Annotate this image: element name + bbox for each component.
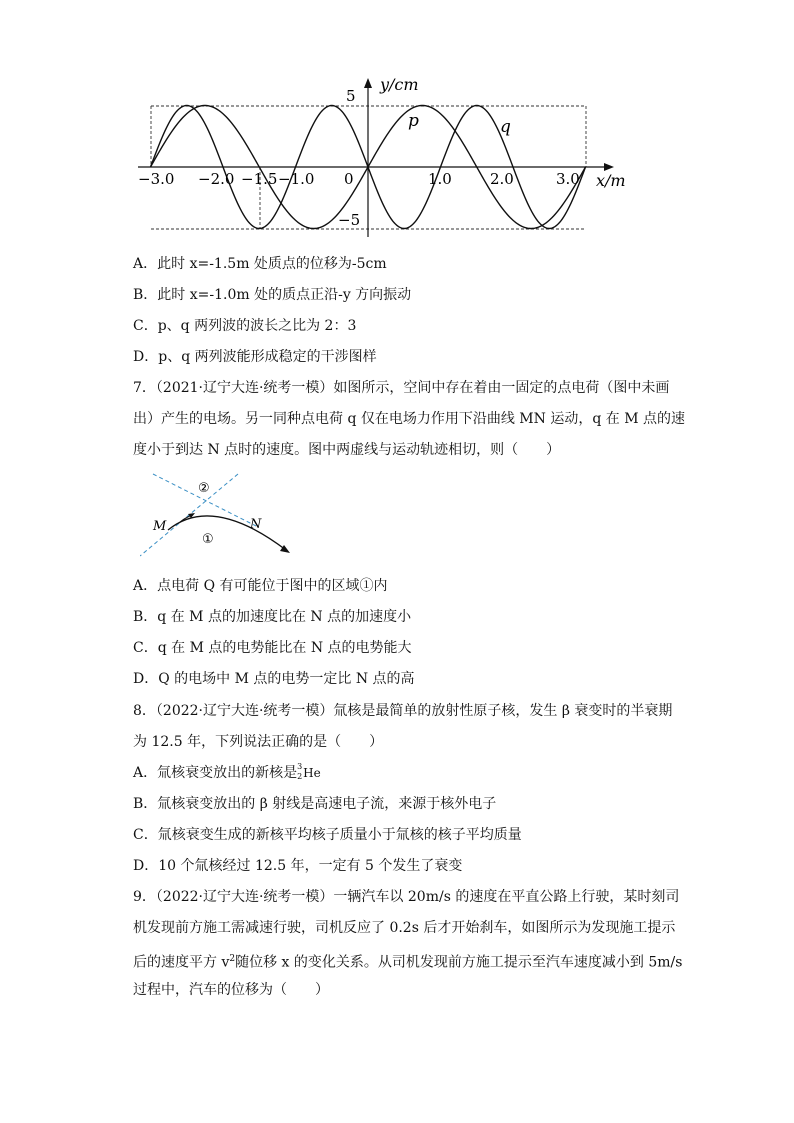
x-tick-label: −2.0 [198, 170, 235, 188]
y-axis-label: y/cm [380, 75, 419, 94]
x-tick-label: 0 [344, 170, 354, 188]
q7-stem-line3: 度小于到达 N 点时的速度。图中两虚线与运动轨迹相切，则（ ） [133, 442, 561, 458]
y-max-label: 5 [346, 87, 356, 105]
x-axis-arrow [604, 163, 614, 171]
q9-stem-line3: 后的速度平方 $v^2$随位移 x 的变化关系。从司机发现前方施工提示至汽车速度减小到 5m/s [133, 954, 683, 971]
x-tick-label: 3.0 [556, 170, 580, 188]
q8-stem-line2: 为 12.5 年，下列说法正确的是（ ） [133, 734, 384, 750]
curve-p-label: p [408, 111, 419, 131]
x-tick-label: −1.5 [241, 170, 278, 188]
y-axis-arrow [364, 78, 372, 88]
q9-stem-line2: 机发现前方施工需减速行驶，司机反应了 0.2s 后才开始刹车，如图所示为发现施工提示 [133, 920, 676, 936]
q9-stem-line4: 过程中，汽车的位移为（ ） [133, 982, 329, 998]
q7-option-a: A．点电荷 Q 有可能位于图中的区域①内 [133, 578, 388, 594]
y-min-label: −5 [338, 211, 361, 229]
q6-option-c: C．p、q 两列波的波长之比为 2：3 [133, 318, 357, 334]
q8-stem-line1: 8．（2022·辽宁大连·统考一模）氚核是最简单的放射性原子核，发生 β 衰变时的半衰期 [133, 703, 673, 719]
point-m-label: M [153, 519, 167, 534]
x-tick-label: 2.0 [490, 170, 514, 188]
trajectory-diagram [140, 468, 300, 566]
q7-stem-line1: 7．（2021·辽宁大连·统考一模）如图所示，空间中存在着由一固定的点电荷（图中未画 [133, 380, 670, 396]
nuclide-symbol: 3 2 [297, 762, 303, 781]
curve-q-label: q [500, 117, 511, 137]
q8-option-d: D．10 个氚核经过 12.5 年，一定有 5 个发生了衰变 [133, 858, 463, 874]
x-tick-label: −3.0 [138, 170, 175, 188]
x-tick-label: −1.0 [278, 170, 315, 188]
q6-option-a: A．此时 x=-1.5m 处质点的位移为-5cm [133, 256, 387, 272]
point-n-label: N [250, 517, 262, 532]
q7-option-b: B．q 在 M 点的加速度比在 N 点的加速度小 [133, 609, 412, 625]
q6-option-b: B．此时 x=-1.0m 处的质点正沿-y 方向振动 [133, 287, 412, 303]
wave-graph [138, 72, 638, 244]
trajectory-curve [168, 516, 286, 550]
region-1-label: ① [202, 532, 214, 547]
q7-option-d: D．Q 的电场中 M 点的电势一定比 N 点的高 [133, 671, 415, 687]
x-axis-label: x/m [596, 171, 626, 190]
q6-option-d: D．p、q 两列波能形成稳定的干涉图样 [133, 349, 377, 365]
q8-option-b: B．氚核衰变放出的 β 射线是高速电子流，来源于核外电子 [133, 796, 497, 812]
x-tick-label: 1.0 [428, 170, 452, 188]
region-2-label: ② [198, 481, 210, 496]
q8-option-a: A．氚核衰变放出的新核是 3 2 He [133, 762, 321, 781]
q7-option-c: C．q 在 M 点的电势能比在 N 点的电势能大 [133, 640, 412, 656]
q8-option-c: C．氚核衰变生成的新核平均核子质量小于氚核的核子平均质量 [133, 827, 522, 843]
x-tick-labels [138, 170, 580, 188]
q9-stem-line1: 9．（2022·辽宁大连·统考一模）一辆汽车以 20m/s 的速度在平直公路上行驶，某时刻司 [133, 889, 680, 905]
q7-stem-line2: 出）产生的电场。另一同种点电荷 q 仅在电场力作用下沿曲线 MN 运动，q 在 M 点的速 [133, 411, 685, 427]
